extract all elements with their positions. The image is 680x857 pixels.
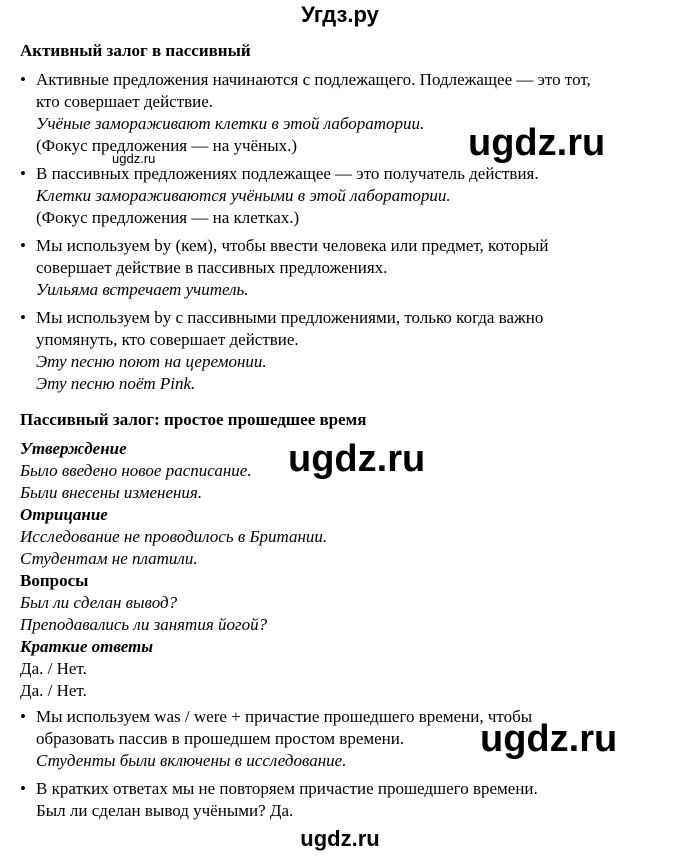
example-sentence: Уильяма встречает учитель. (36, 280, 249, 299)
example-sentence: Эту песню поют на церемонии. (36, 352, 267, 371)
heading-negative: Отрицание (20, 505, 108, 524)
watermark: ugdz.ru (288, 438, 426, 480)
rule-text: • В пассивных предложениях подлежащее — это получатель действия. (36, 164, 539, 183)
rule-text: • Мы используем by (кем), чтобы ввести человека или предмет, который (36, 236, 549, 255)
rule-text: совершает действие в пассивных предложениях. (36, 258, 388, 277)
note-text: (Фокус предложения — на учёных.) (36, 136, 298, 155)
example-sentence: Исследование не проводилось в Британии. (20, 527, 328, 546)
example-sentence: Студенты были включены в исследование. (36, 751, 347, 770)
example-sentence: Был ли сделан вывод? (20, 593, 178, 612)
example-sentence: Преподавались ли занятия йогой? (20, 615, 268, 634)
rule-text: • Активные предложения начинаются с подлежащего. Подлежащее — это тот, (36, 70, 591, 89)
example-sentence: Были внесены изменения. (20, 483, 203, 502)
section-title-active-to-passive: Активный залог в пассивный (20, 41, 251, 60)
watermark: ugdz.ru (468, 122, 606, 164)
rule-text: образовать пассив в прошедшем простом времени. (36, 729, 405, 748)
list-item (20, 778, 660, 822)
short-answer: Да. / Нет. (20, 681, 87, 700)
section-title-past-simple-passive: Пассивный залог: простое прошедшее время (20, 410, 367, 429)
site-title: Угдз.ру (301, 2, 379, 27)
heading-short-answers: Краткие ответы (20, 637, 154, 656)
rule-text: • Мы используем by с пассивными предложениями, только когда важно (36, 308, 544, 327)
list-item (20, 307, 660, 395)
watermark: ugdz.ru (480, 718, 618, 760)
example-sentence: Клетки замораживаются учёными в этой лаборатории. (36, 186, 451, 205)
rule-text: упомянуть, кто совершает действие. (36, 330, 299, 349)
short-answer: Да. / Нет. (20, 659, 87, 678)
example-sentence: Было введено новое расписание. (20, 461, 252, 480)
rule-text: • Мы используем was / were + причастие прошедшего времени, чтобы (36, 707, 533, 726)
rule-text: • В кратких ответах мы не повторяем причастие прошедшего времени. (36, 779, 538, 798)
heading-affirmative: Утверждение (20, 439, 127, 458)
footer-watermark: ugdz.ru (300, 826, 380, 851)
note-text: (Фокус предложения — на клетках.) (36, 208, 300, 227)
example-sentence: Студентам не платили. (20, 549, 198, 568)
list-item (20, 163, 660, 229)
heading-questions: Вопросы (20, 571, 89, 590)
example-sentence: Эту песню поёт Pink. (36, 374, 196, 393)
watermark-small: ugdz.ru (112, 151, 156, 166)
rule-text: Был ли сделан вывод учёными? Да. (36, 801, 294, 820)
example-sentence: Учёные замораживают клетки в этой лаборатории. (36, 114, 425, 133)
list-item (20, 235, 660, 301)
rule-text: кто совершает действие. (36, 92, 214, 111)
